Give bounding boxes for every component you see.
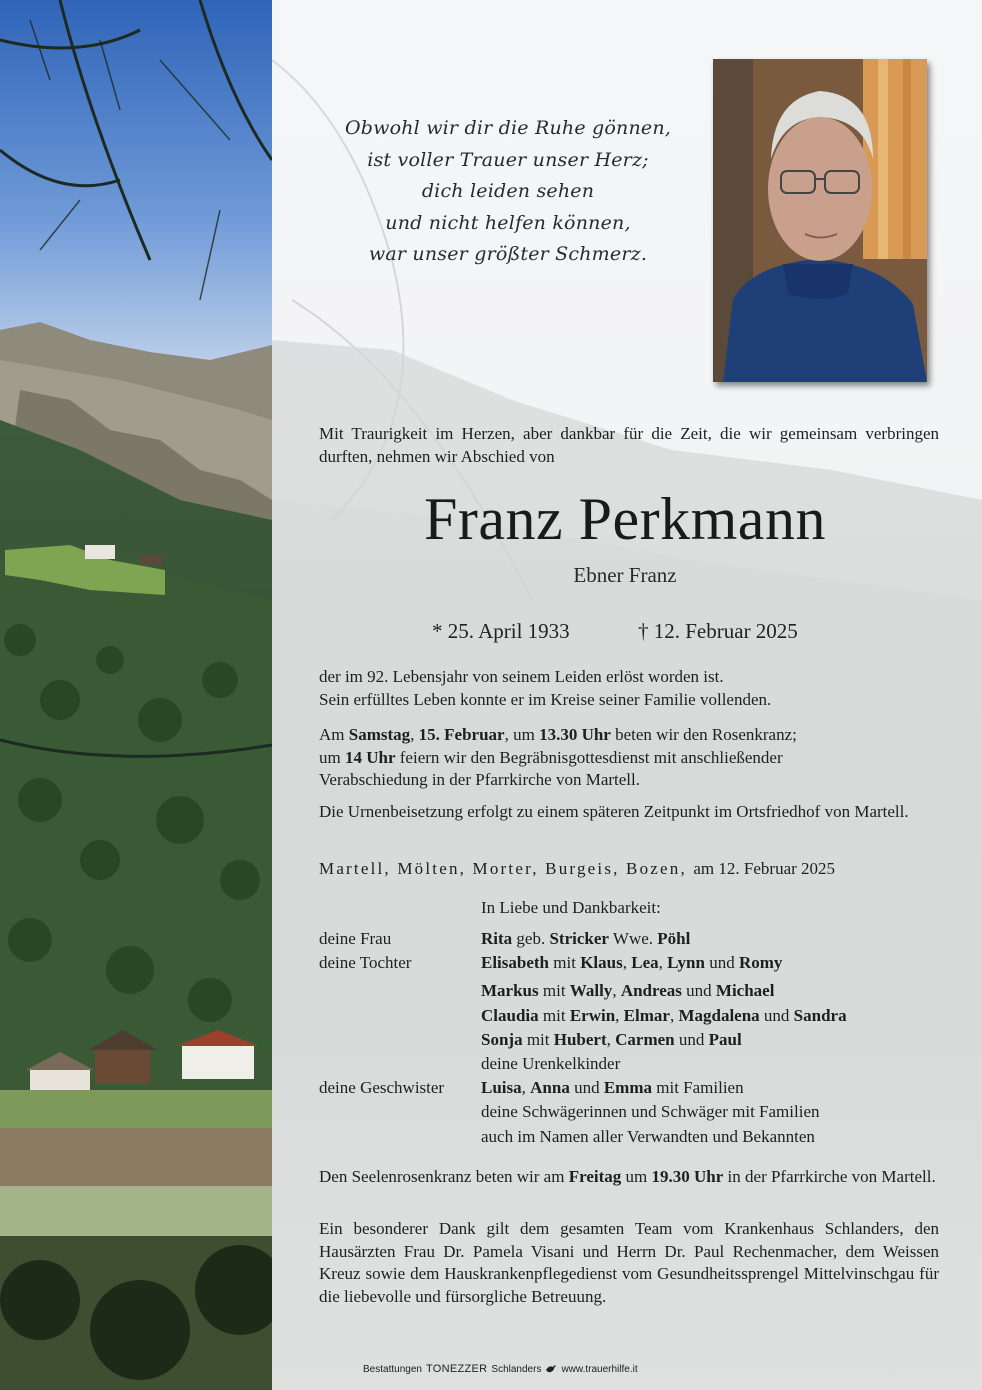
family-list: [319, 927, 939, 1149]
poem-line: ist voller Trauer unser Herz;: [367, 148, 649, 171]
life-line: der im 92. Lebensjahr von seinem Leiden erlöst worden ist.: [319, 667, 724, 686]
poem: [318, 113, 698, 271]
family-row-daughter: deine Tochter Elisabeth mit Klaus, Lea, Lynn und Romy: [319, 953, 783, 973]
portrait-photo: [713, 59, 927, 382]
urn-text: Die Urnenbeisetzung erfolgt zu einem späteren Zeitpunkt im Ortsfriedhof von Martell.: [319, 802, 909, 821]
place-date-line: [319, 858, 939, 881]
service-text: Am Samstag, 15. Februar, um 13.30 Uhr beten wir den Rosenkranz; um 14 Uhr feiern wir den Begräbnisgottesdienst mit anschließender Verabschiedung in der Pfarrkirche von Martell.: [319, 725, 797, 789]
deceased-alias: Ebner Franz: [573, 563, 677, 587]
death-date: † 12. Februar 2025: [638, 619, 798, 643]
deceased-name: Franz Perkmann: [424, 486, 826, 552]
poem-line: dich leiden sehen: [421, 180, 595, 202]
places: Martell, Mölten, Morter, Burgeis, Bozen,: [319, 859, 687, 878]
family-row-great-grandchildren: deine Urenkelkinder: [481, 1054, 621, 1074]
family-row-siblings: deine Geschwister Luisa, Anna und Emma mit Familien: [319, 1078, 744, 1098]
life-text: [319, 666, 939, 711]
family-intro: In Liebe und Dankbarkeit:: [481, 898, 661, 917]
obituary-date: am 12. Februar 2025: [693, 859, 836, 878]
footer-url[interactable]: www.trauerhilfe.it: [561, 1363, 638, 1375]
footer-prefix: Bestattungen: [363, 1363, 422, 1375]
rosary-text: Den Seelenrosenkranz beten wir am Freitag um 19.30 Uhr in der Pfarrkirche von Martell.: [319, 1167, 936, 1186]
family-row-wife: deine Frau Rita geb. Stricker Wwe. Pöhl: [319, 929, 691, 948]
family-row-grandchild: Markus mit Wally, Andreas und Michael: [481, 981, 775, 1001]
family-row-inlaws: deine Schwägerinnen und Schwäger mit Familien: [481, 1102, 820, 1122]
footer: [363, 1363, 638, 1375]
footer-brand: TONEZZER: [425, 1363, 488, 1375]
dove-logo-icon: [545, 1363, 557, 1375]
family-row-relatives: auch im Namen aller Verwandten und Bekannten: [481, 1126, 815, 1146]
life-line: Sein erfülltes Leben konnte er im Kreise seiner Familie vollenden.: [319, 689, 772, 709]
birth-date: * 25. April 1933: [432, 619, 570, 643]
thanks-text: Ein besonderer Dank gilt dem gesamten Team vom Krankenhaus Schlanders, den Hausärzten Frau Dr. Pamela Visani und Herrn Dr. Paul Rechenmacher, dem Weissen Kreuz sowie dem Hauskrankenpflegedienst vom Gesundheitssprengel Mittelvinschgau für die liebevolle und fürsorgliche Betreuung.: [319, 1219, 939, 1306]
footer-city: Schlanders: [491, 1363, 542, 1375]
family-row-grandchild: Claudia mit Erwin, Elmar, Magdalena und Sandra: [481, 1005, 847, 1025]
landscape-photo: [0, 0, 272, 1390]
family-row-grandchild: Sonja mit Hubert, Carmen und Paul: [481, 1029, 742, 1049]
poem-line: Obwohl wir dir die Ruhe gönnen,: [345, 117, 671, 139]
intro-text: Mit Traurigkeit im Herzen, aber dankbar für die Zeit, die wir gemeinsam verbringen durften, nehmen wir Abschied von: [319, 424, 939, 466]
poem-line: war unser größter Schmerz.: [368, 243, 648, 265]
poem-line: und nicht helfen können,: [385, 211, 631, 234]
